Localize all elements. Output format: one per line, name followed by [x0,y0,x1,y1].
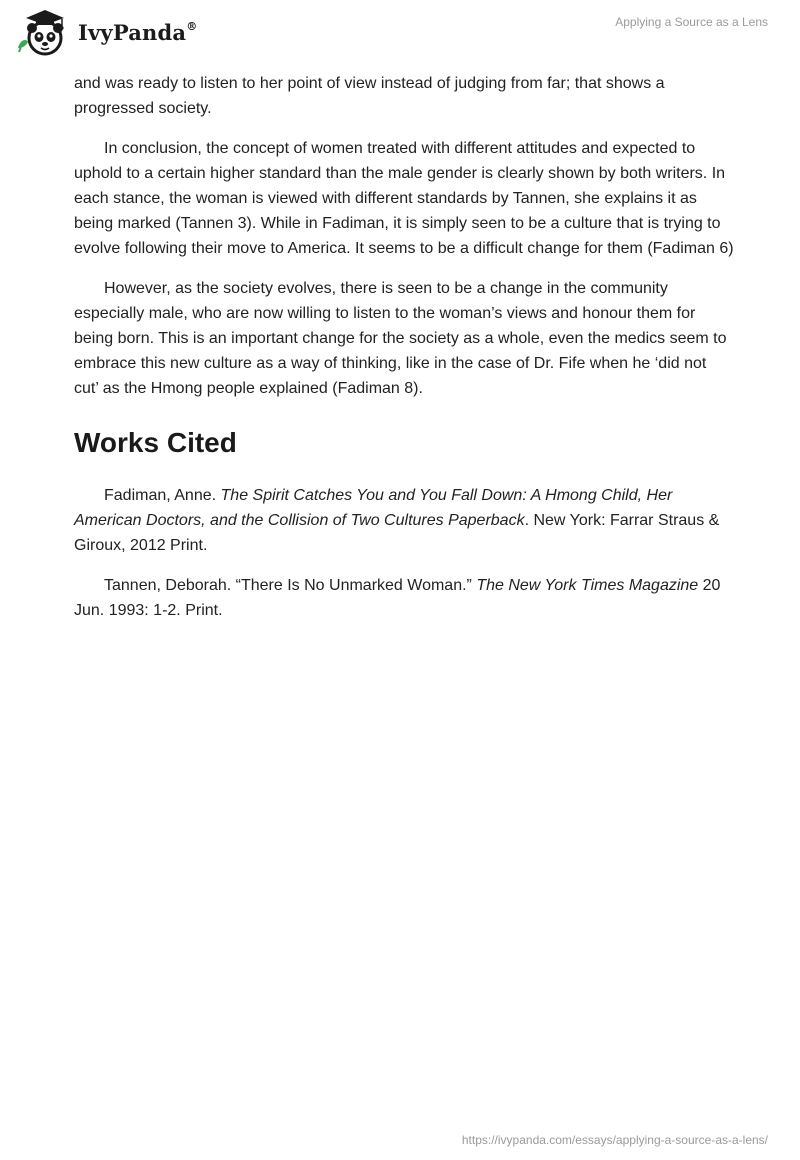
running-title: Applying a Source as a Lens [615,15,768,29]
brand-name: IvyPanda® [78,20,198,45]
paragraph-conclusion: In conclusion, the concept of women treated with different attitudes and expected to uphold to a certain higher standard than the male gender is clearly shown by both writers. In each stance, the woman is viewed with different standards by Tannen, she explains it as being marked (Tannen 3). While in Fadiman, it is simply seen to be a culture that is trying to evolve following their move to America. It seems to be a difficult change for them (Fadiman 6) [74,140,734,257]
works-cited-heading: Works Cited [74,427,237,458]
ivypanda-logo[interactable] [14,8,214,58]
source-url[interactable]: https://ivypanda.com/essays/applying-a-source-as-a-lens/ [461,1133,768,1147]
paragraph-continuation: and was ready to listen to her point of view instead of judging from far; that shows a progressed society. [74,75,665,117]
citation-tannen: Tannen, Deborah. “There Is No Unmarked Woman.” The New York Times Magazine 20 Jun. 1993: 1-2. Print. [74,577,721,619]
page-header [0,0,800,64]
essay-content [74,71,734,638]
paragraph-society-evolves: However, as the society evolves, there is seen to be a change in the community especially male, who are now willing to listen to the woman’s views and honour them for being born. This is an important change for the society as a whole, even the medics seem to embrace this new culture as a way of thinking, like in the case of Dr. Fife when he ‘did not cut’ as the Hmong people explained (Fadiman 8). [74,280,727,397]
panda-graduation-cap-icon [14,8,76,58]
citation-fadiman: Fadiman, Anne. The Spirit Catches You and You Fall Down: A Hmong Child, Her American Doctors, and the Collision of Two Cultures Paperback. New York: Farrar Straus & Giroux, 2012 Print. [74,487,720,554]
